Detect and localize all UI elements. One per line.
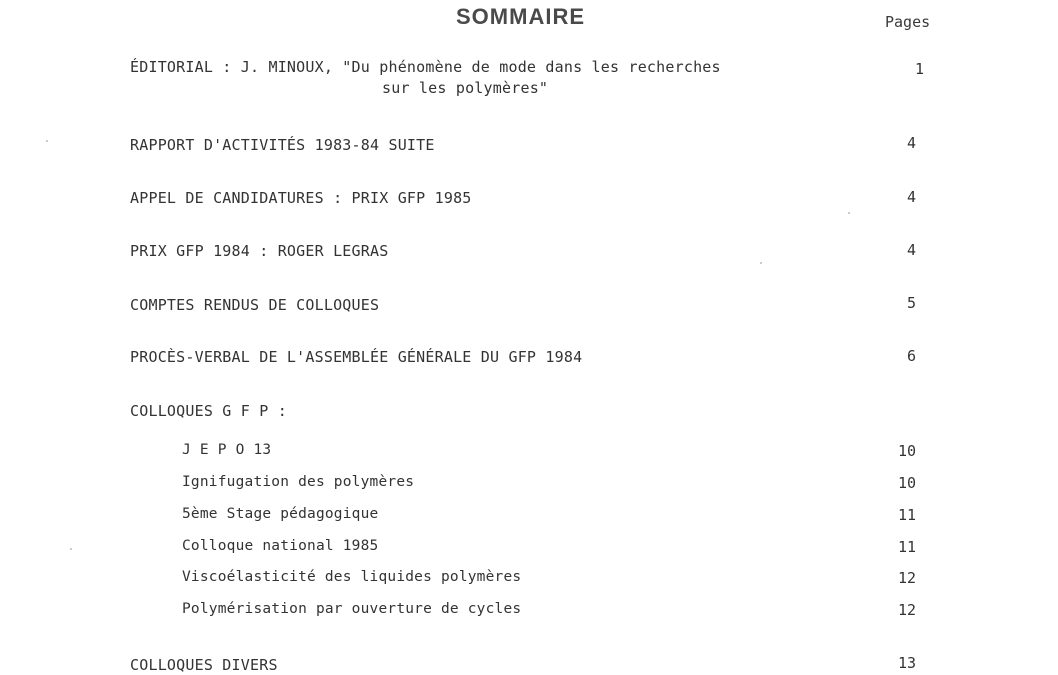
toc-entry-editorial-cont: sur les polymères": [382, 79, 549, 97]
toc-page-comptes-rendus: 5: [906, 294, 916, 312]
toc-subentry-page: 11: [897, 506, 916, 524]
toc-subentry: Ignifugation des polymères: [182, 474, 415, 490]
toc-subentry: 5ème Stage pédagogique: [182, 506, 379, 522]
toc-subentry: Colloque national 1985: [182, 538, 379, 554]
toc-entry-colloques-divers: COLLOQUES DIVERS: [130, 656, 278, 674]
toc-subentry: Viscoélasticité des liquides polymères: [182, 569, 522, 585]
scan-speck: [70, 548, 72, 550]
toc-page-prix: 4: [906, 241, 916, 259]
toc-subentry-page: 10: [897, 442, 916, 460]
toc-page-colloques-divers: 13: [897, 654, 916, 672]
scan-speck: [848, 212, 850, 214]
toc-entry-rapport: RAPPORT D'ACTIVITÉS 1983-84 SUITE: [130, 136, 435, 154]
toc-entry-appel: APPEL DE CANDIDATURES : PRIX GFP 1985: [130, 189, 472, 207]
toc-subentry: Polymérisation par ouverture de cycles: [182, 601, 522, 617]
toc-entry-prix: PRIX GFP 1984 : ROGER LEGRAS: [130, 242, 389, 260]
toc-page-appel: 4: [906, 188, 916, 206]
pages-column-label: Pages: [885, 13, 931, 31]
scan-speck: [46, 140, 48, 142]
toc-subentry-page: 12: [897, 569, 916, 587]
toc-entry-comptes-rendus: COMPTES RENDUS DE COLLOQUES: [130, 296, 380, 314]
toc-page-editorial: 1: [914, 60, 924, 78]
toc-subentry: J E P O 13: [182, 442, 272, 458]
toc-subentry-page: 10: [897, 474, 916, 492]
toc-entry-proces-verbal: PROCÈS-VERBAL DE L'ASSEMBLÉE GÉNÉRALE DU GFP 1984: [130, 348, 583, 366]
toc-page-rapport: 4: [906, 134, 916, 152]
toc-page-proces-verbal: 6: [906, 347, 916, 365]
toc-subentry-page: 11: [897, 538, 916, 556]
page-title: SOMMAIRE: [456, 4, 585, 29]
toc-entry-colloques-gfp: COLLOQUES G F P :: [130, 402, 287, 420]
scan-speck: [760, 262, 762, 264]
toc-entry-editorial: ÉDITORIAL : J. MINOUX, "Du phénomène de mode dans les recherches: [130, 58, 721, 76]
toc-subentry-page: 12: [897, 601, 916, 619]
